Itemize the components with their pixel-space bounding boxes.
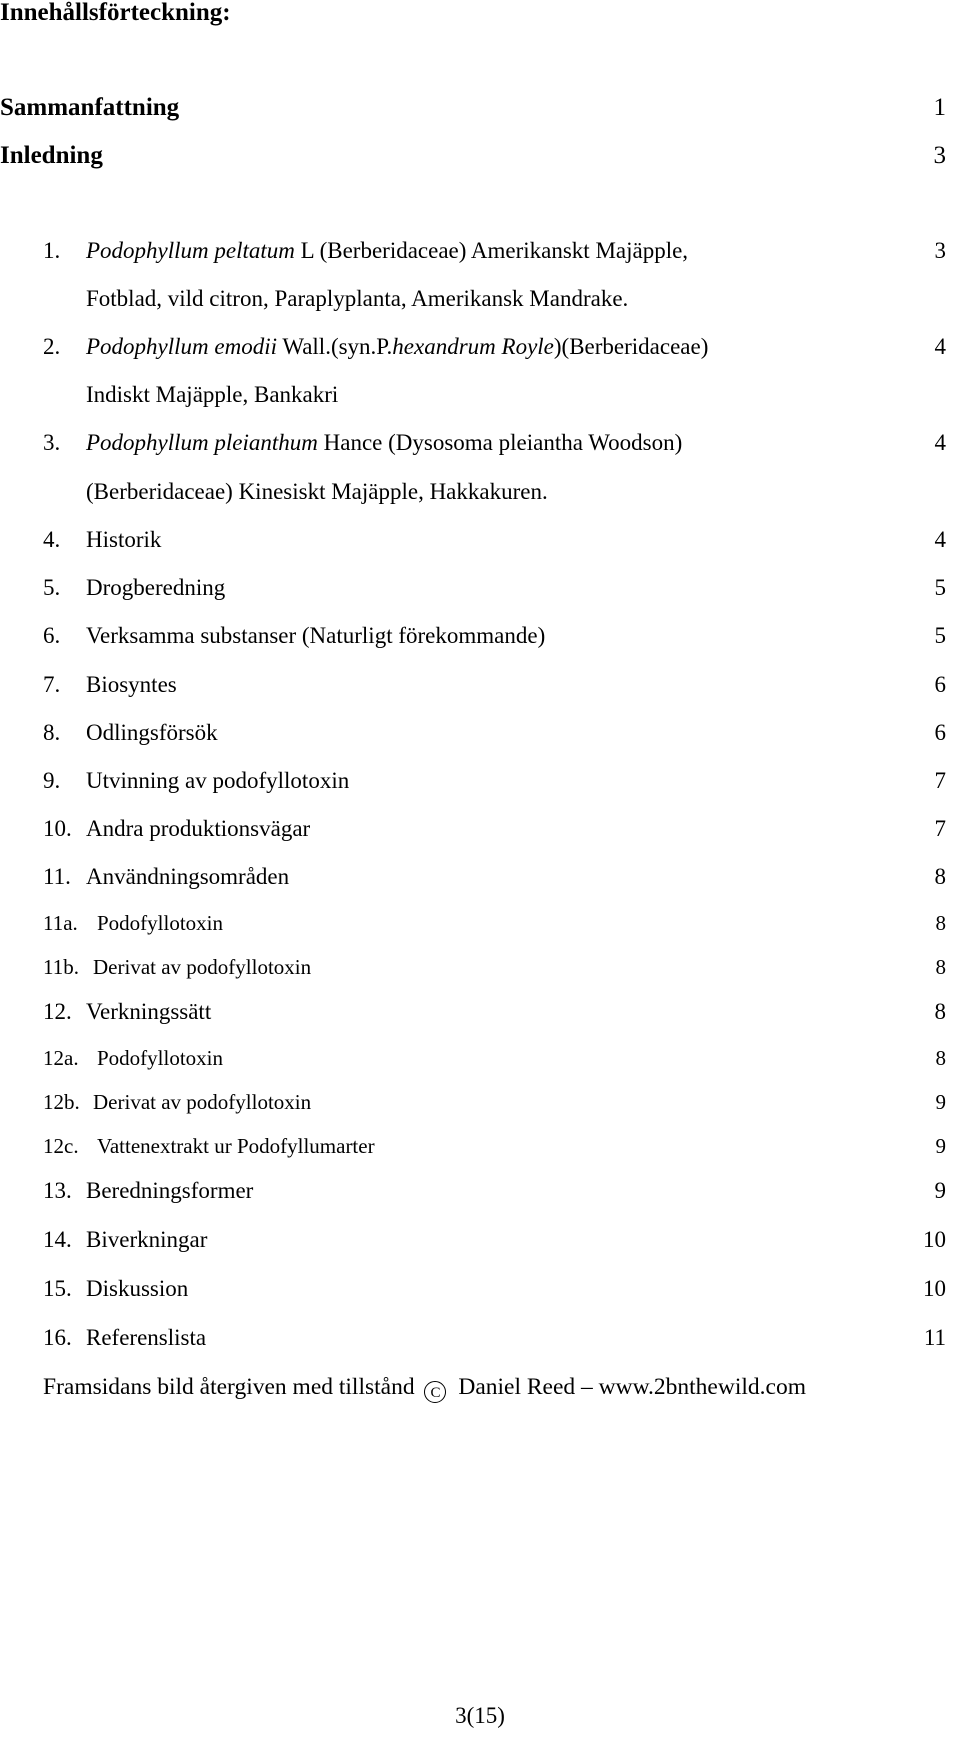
entry-number: 10.: [43, 816, 72, 841]
entry-page: 8: [935, 955, 946, 979]
entry-label: Historik: [86, 527, 162, 552]
entry-page: 11: [923, 1325, 946, 1350]
entry-label: Drogberedning: [86, 575, 226, 600]
entry-label: Beredningsformer: [86, 1178, 254, 1203]
entry-page: 8: [934, 999, 946, 1024]
entry-number: 7.: [43, 672, 61, 697]
entry-page: 5: [934, 575, 946, 600]
entry-label: Utvinning av podofyllotoxin: [86, 768, 350, 793]
entry-label: Andra produktionsvägar: [86, 816, 311, 841]
entry-text: Hance (Dysosoma pleiantha Woodson): [317, 430, 683, 455]
entry-number: 12a.: [43, 1046, 79, 1070]
entry-number: 12b.: [43, 1090, 80, 1114]
entry-continuation: Fotblad, vild citron, Paraplyplanta, Amerikansk Mandrake.: [86, 286, 629, 311]
entry-page: 4: [934, 527, 946, 552]
entry-page: 3: [934, 238, 946, 263]
page-number: 3(15): [455, 1703, 505, 1728]
entry-number: 11a.: [43, 911, 78, 935]
heading-page: 3: [933, 142, 946, 169]
entry-number: 11b.: [43, 955, 79, 979]
entry-number: 13.: [43, 1178, 72, 1203]
entry-label: Derivat av podofyllotoxin: [93, 1090, 312, 1114]
species-name: Podophyllum peltatum: [86, 238, 295, 263]
entry-continuation: Indiskt Majäpple, Bankakri: [86, 382, 339, 407]
species-name: Podophyllum pleianthum: [86, 430, 318, 455]
entry-page: 8: [935, 911, 946, 935]
entry-label: [86, 334, 708, 360]
entry-text: Wall.(syn.P.: [277, 334, 393, 359]
entry-text: L (Berberidaceae) Amerikanskt Majäpple,: [294, 238, 689, 263]
entry-page: 8: [934, 864, 946, 889]
entry-label: Podofyllotoxin: [97, 1046, 224, 1070]
entry-label: Referenslista: [86, 1325, 207, 1350]
entry-label: Derivat av podofyllotoxin: [93, 955, 312, 979]
image-credit: [43, 1374, 806, 1403]
entry-label: Användningsområden: [86, 864, 290, 889]
credit-text: Framsidans bild återgiven med tillstånd: [43, 1374, 415, 1400]
entry-label: Vattenextrakt ur Podofyllumarter: [97, 1134, 375, 1158]
entry-page: 5: [934, 623, 946, 648]
toc-heading-inledning: [0, 141, 960, 171]
entry-page: 10: [923, 1276, 946, 1301]
entry-label: Biverkningar: [86, 1227, 208, 1252]
entry-number: 14.: [43, 1227, 72, 1252]
heading-label: Inledning: [0, 142, 103, 169]
entry-page: 6: [934, 720, 946, 745]
toc-title: Innehållsförteckning:: [0, 0, 231, 26]
entry-text-tail: )(Berberidaceae): [553, 334, 709, 359]
entry-number: 3.: [43, 430, 61, 455]
species-synonym: hexandrum Royle: [392, 334, 554, 359]
entry-number: 8.: [43, 720, 61, 745]
credit-author: Daniel Reed – www.2bnthewild.com: [458, 1374, 806, 1400]
entry-page: 9: [935, 1134, 946, 1158]
entry-page: 4: [934, 334, 946, 359]
entry-page: 8: [935, 1046, 946, 1070]
entry-number: 5.: [43, 575, 61, 600]
entry-number: 9.: [43, 768, 61, 793]
entry-label: Verkningssätt: [86, 999, 212, 1024]
entry-page: 9: [935, 1090, 946, 1114]
entry-label: [86, 238, 688, 264]
entry-number: 12c.: [43, 1134, 79, 1158]
toc-heading-sammanfattning: [0, 93, 960, 123]
entry-label: Diskussion: [86, 1276, 189, 1301]
entry-page: 7: [934, 768, 946, 793]
entry-page: 9: [934, 1178, 946, 1203]
copyright-icon: C: [424, 1381, 446, 1403]
entry-page: 7: [934, 816, 946, 841]
entry-number: 15.: [43, 1276, 72, 1301]
entry-number: 12.: [43, 999, 72, 1024]
entry-continuation: (Berberidaceae) Kinesiskt Majäpple, Hakkakuren.: [86, 479, 548, 504]
species-name: Podophyllum emodii: [86, 334, 277, 359]
entry-label: Odlingsförsök: [86, 720, 218, 745]
heading-label: Sammanfattning: [0, 94, 180, 121]
entry-page: 4: [934, 430, 946, 455]
entry-label: [86, 430, 682, 456]
entry-label: Podofyllotoxin: [97, 911, 224, 935]
entry-page: 10: [923, 1227, 946, 1252]
entry-page: 6: [934, 672, 946, 697]
entry-number: 2.: [43, 334, 61, 359]
entry-number: 6.: [43, 623, 61, 648]
entry-number: 11.: [43, 864, 71, 889]
entry-label: Biosyntes: [86, 672, 177, 697]
entry-number: 4.: [43, 527, 61, 552]
entry-number: 1.: [43, 238, 61, 263]
heading-page: 1: [933, 94, 946, 121]
entry-label: Verksamma substanser (Naturligt förekommande): [86, 623, 546, 648]
entry-number: 16.: [43, 1325, 72, 1350]
